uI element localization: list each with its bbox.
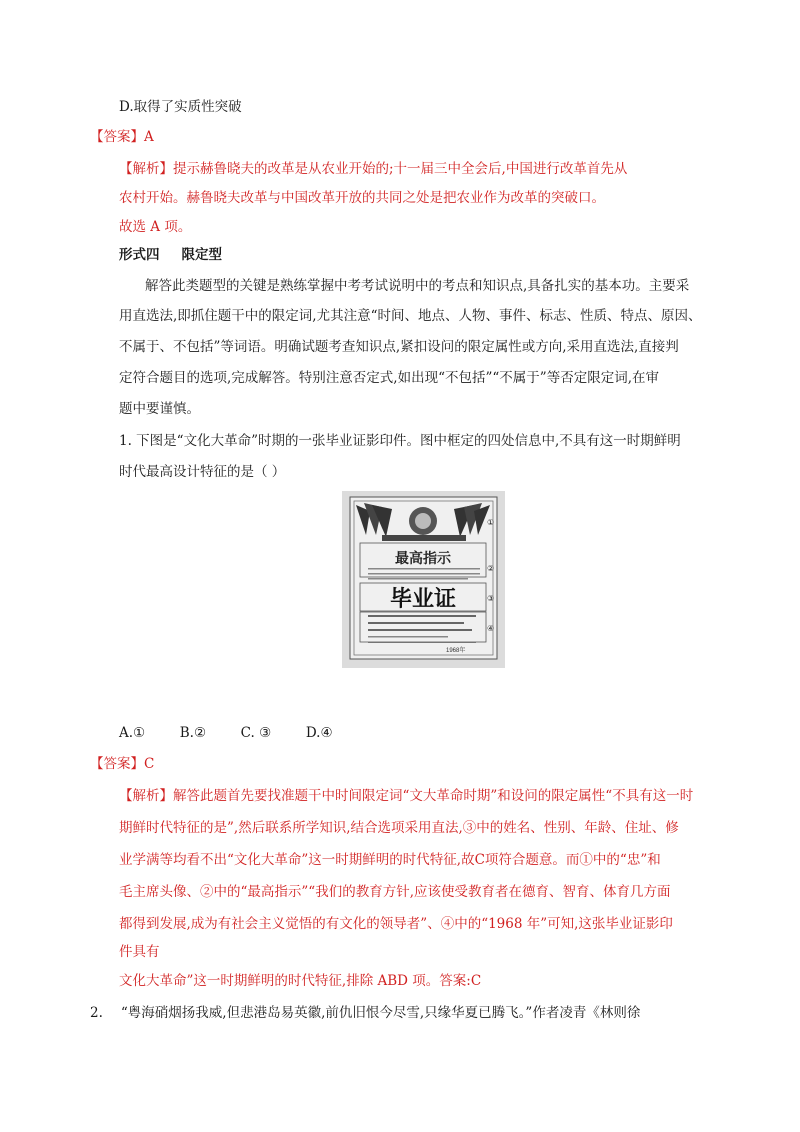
analysis-1-line-3: 故选 A 项。 <box>119 219 192 235</box>
question-1-line-2: 时代最高设计特征的是（ ） <box>119 464 286 480</box>
section-heading <box>119 245 222 265</box>
intro-line-2: 用直选法,即抓住题干中的限定词,尤其注意“时间、地点、人物、事件、标志、性质、特点、原因、 <box>119 308 702 324</box>
answer-label-2: 【答案】C <box>90 756 155 772</box>
option-c: C. ③ <box>240 725 272 741</box>
option-b: B.② <box>179 725 207 741</box>
question-1-line-1: 1. 下图是“文化大革命”时期的一张毕业证影印件。图中框定的四处信息中,不具有这一时期鲜明 <box>119 433 681 449</box>
analysis-2-line-7: 文化大革命”这一时期鲜明的时代特征,排除 ABD 项。答案:C <box>119 973 482 989</box>
intro-line-1: 解答此类题型的关键是熟练掌握中考考试说明中的考点和知识点,具备扎实的基本功。主要采 <box>145 278 690 294</box>
analysis-2-line-1: 【解析】解答此题首先要找准题干中时间限定词“文大革命时期”和设问的限定属性“不具有这一时 <box>119 788 694 804</box>
analysis-1-line-2: 农村开始。赫鲁晓夫改革与中国改革开放的共同之处是把农业作为改革的突破口。 <box>119 190 605 206</box>
certificate-illustration <box>342 491 505 668</box>
section-label: 形式四 <box>119 247 160 263</box>
marker-3: ③ <box>487 594 495 603</box>
section-title: 限定型 <box>181 247 222 263</box>
analysis-2-line-2: 期鲜时代特征的是”,然后联系所学知识,结合选项采用直法,③中的姓名、性别、年龄、住址、修 <box>119 820 679 836</box>
certificate-photo <box>342 491 505 668</box>
analysis-2-line-3: 业学满等均看不出“文化大革命”这一时期鲜明的时代特征,故C项符合题意。而①中的“忠”和 <box>119 852 661 868</box>
option-d: D.④ <box>305 725 333 741</box>
answer-label-1: 【答案】A <box>90 129 154 145</box>
intro-line-5: 题中要谨慎。 <box>119 401 200 417</box>
certificate-heading: 最高指示 <box>395 550 451 566</box>
analysis-1-line-1: 【解析】提示赫鲁晓夫的改革是从农业开始的;十一届三中全会后,中国进行改革首先从 <box>119 161 628 177</box>
question-2-line <box>90 1003 640 1023</box>
marker-1: ① <box>487 518 495 527</box>
analysis-2-line-6: 件具有 <box>119 944 160 960</box>
analysis-2-line-4: 毛主席头像、②中的“最高指示”“我们的教育方针,应该使受教育者在德育、智育、体育几方面 <box>119 884 671 900</box>
options-row <box>119 723 333 743</box>
certificate-year: 1968年 <box>446 648 466 654</box>
question-2-text: “粤海硝烟扬我威,但悲港岛易英徽,前仇旧恨今尽雪,只缘华夏已腾飞。”作者凌青《林则徐 <box>120 1005 641 1021</box>
question-2-number: 2. <box>90 1005 103 1021</box>
option-d-line: D.取得了实质性突破 <box>119 99 242 115</box>
analysis-2-line-5: 都得到发展,成为有社会主义觉悟的有文化的领导者”、④中的“1968 年”可知,这张毕业证影印 <box>119 916 673 932</box>
intro-line-4: 定符合题目的选项,完成解答。特别注意否定式,如出现“不包括”“不属于”等否定限定词,在审 <box>119 370 659 386</box>
certificate-title: 毕业证 <box>389 586 457 611</box>
marker-4: ④ <box>487 624 495 633</box>
intro-line-3: 不属于、不包括”等词语。明确试题考查知识点,紧扣设问的限定属性或方向,采用直选法,直接判 <box>119 339 679 355</box>
option-a: A.① <box>119 725 146 741</box>
marker-2: ② <box>487 564 495 573</box>
